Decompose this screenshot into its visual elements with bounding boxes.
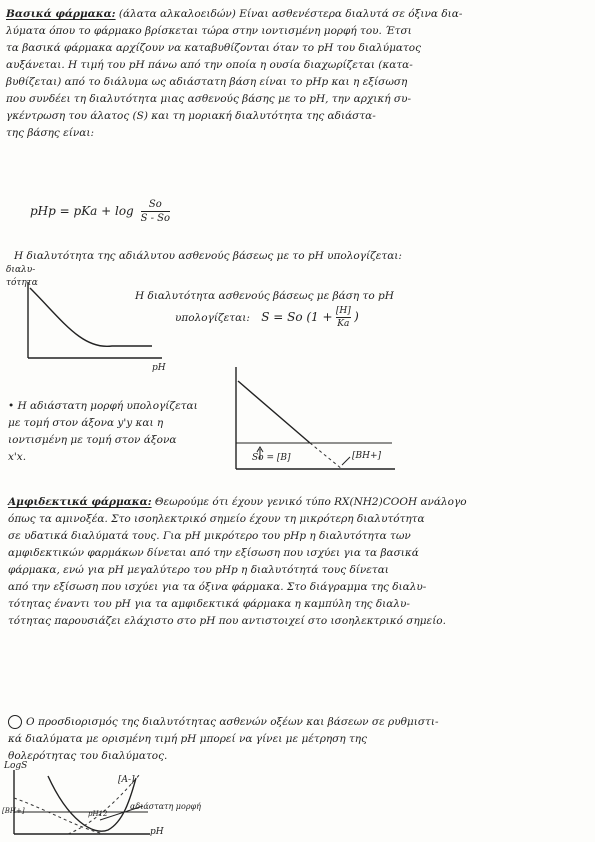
formula-main: S = So (1 + [261, 309, 333, 324]
bullet-line: • Η αδιάστατη μορφή υπολογίζεται [8, 400, 198, 412]
formula-denominator: Ka [337, 319, 350, 329]
text-line: τότητας έναντι του pH για τα αμφιδεκτικά φάρμακα η καμπύλη της διαλυ- [8, 598, 410, 610]
graph1-ylabel-2: τότητα [6, 278, 38, 288]
formula-line1: Η διαλυτότητα ασθενούς βάσεως με βάση το pH [135, 290, 394, 302]
graph2-line-solid [238, 381, 310, 443]
bullet-note [8, 398, 228, 466]
formula-close: ) [354, 309, 359, 324]
heading-basic-drugs: Βασικά φάρμακα: [6, 8, 116, 20]
heading-amphoteric-rest: Θεωρούμε ότι έχουν γενικό τύπο RX(NH2)COOH ανάλογο [154, 496, 467, 508]
graph3-mid-label: pH12 [88, 810, 108, 818]
heading-basic-drugs-rest: (άλατα αλκαλοειδών) Είναι ασθενέστερα διαλυτά σε όξινα δια- [118, 8, 463, 20]
graph1-ylabel-1: διαλυ- [6, 265, 36, 275]
equation-text: pHp = pKa + log [30, 204, 134, 218]
text-line: κά διαλύματα με ορισμένη τιμή pH μπορεί να γίνει με μέτρηση της [8, 733, 367, 745]
text-line: τα βασικά φάρμακα αρχίζουν να καταβυθίζονται όταν το pH του διαλύματος [6, 42, 421, 54]
text-line: αυξάνεται. Η τιμή του pH πάνω από την οποία η ουσία διαχωρίζεται (κατα- [6, 59, 413, 71]
formula-block [135, 288, 585, 330]
section-determination [8, 714, 591, 765]
text-line: λύματα όπου το φάρμακο βρίσκεται τώρα στην ιοντισμένη μορφή του. Έτσι [6, 25, 412, 37]
graph2-label-left: So = [B] [252, 453, 291, 463]
text-line: της βάσης είναι: [6, 127, 95, 139]
circled-marker-icon [8, 715, 22, 729]
formula-numerator: [H] [335, 306, 351, 316]
text-line: γκέντρωση του άλατος (S) και τη μοριακή διαλυτότητα της αδιάστα- [6, 110, 376, 122]
graph2-line-dashed [310, 443, 342, 469]
text-line: από την εξίσωση που ισχύει για τα όξινα φάρμακα. Στο διάγραμμα της διαλυ- [8, 581, 427, 593]
equation-numerator: So [141, 198, 170, 212]
solubility-intro: Η διαλυτότητα της αδιάλυτου ασθενούς βάσεως με το pH υπολογίζεται: [14, 250, 402, 262]
graph3-right-label: [A-] [118, 775, 135, 785]
equation-php [30, 198, 170, 225]
graph1-curve [30, 288, 152, 346]
formula-fraction [336, 305, 351, 330]
graph1-xlabel: pH [152, 363, 166, 373]
text-line: όπως τα αμινοξέα. Στο ισοηλεκτρικό σημείο έχουν τη μικρότερη διαλυτότητα [8, 513, 425, 525]
formula-line2: υπολογίζεται: [175, 311, 250, 324]
graph3-left-label: [BH+] [2, 807, 25, 815]
text-line: φάρμακα, ενώ για pH μεγαλύτερο του pHp η διαλυτότητά τους δίνεται [8, 564, 389, 576]
graph3-note: αδιάστατη μορφή [130, 802, 201, 811]
heading-amphoteric: Αμφιδεκτικά φάρμακα: [8, 496, 152, 508]
text-line: αμφιδεκτικών φαρμάκων δίνεται από την εξίσωση που ισχύει για τα βασικά [8, 547, 419, 559]
bullet-line: με τομή στον άξονα y'y και η [8, 417, 164, 429]
section-basic-drugs [6, 6, 591, 142]
graph2-arrow-right [342, 457, 350, 465]
bullet-line: x'x. [8, 451, 27, 463]
section-amphoteric-drugs [8, 494, 591, 630]
text-line: Ο προσδιορισμός της διαλυτότητας ασθενών οξέων και βάσεων σε ρυθμιστι- [26, 716, 439, 728]
text-line: τότητας παρουσιάζει ελάχιστο στο pH που αντιστοιχεί στο ισοηλεκτρικό σημείο. [8, 615, 446, 627]
text-line: που συνδέει τη διαλυτότητα μιας ασθενούς βάσης με το pH, την αρχική συ- [6, 93, 411, 105]
graph2-label-right: [BH+] [352, 451, 382, 461]
graph3-ylabel: LogS [4, 761, 28, 771]
text-line: σε υδατικά διαλύματά τους. Για pH μικρότερο του pHp η διαλυτότητα των [8, 530, 411, 542]
equation-denominator: S - So [140, 213, 171, 224]
text-line: βυθίζεται) από το διάλυμα ως αδιάστατη βάση είναι το pHp και η εξίσωση [6, 76, 408, 88]
graph3-xlabel: pH [150, 827, 164, 837]
text-line: θολερότητας του διαλύματος. [8, 750, 168, 762]
bullet-line: ιοντισμένη με τομή στον άξονα [8, 434, 177, 446]
equation-fraction [141, 198, 170, 225]
